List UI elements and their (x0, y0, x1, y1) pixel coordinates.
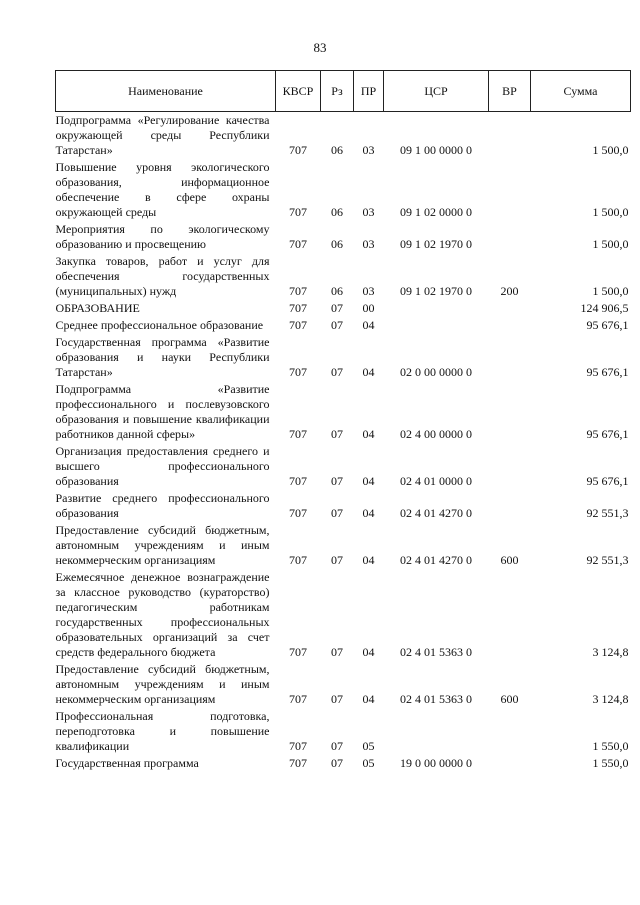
cell-rz: 06 (331, 143, 343, 157)
cell-vr (489, 334, 531, 381)
cell-sum: 92 551,3 (586, 506, 629, 520)
cell-vr (489, 112, 531, 160)
table-body (56, 112, 631, 773)
cell-csr: 02 0 00 0000 0 (400, 365, 472, 379)
table-row (56, 159, 631, 221)
cell-vr (489, 159, 531, 221)
cell-csr (384, 708, 489, 755)
table-row (56, 112, 631, 160)
cell-pr: 04 (362, 553, 375, 567)
cell-rz: 07 (331, 739, 343, 753)
cell-name: Развитие среднего профессионального образования (55, 491, 270, 520)
cell-kvsr: 707 (289, 143, 307, 157)
cell-sum: 1 500,0 (592, 143, 629, 157)
cell-kvsr: 707 (289, 553, 307, 567)
table-row (56, 443, 631, 490)
cell-sum: 1 500,0 (592, 284, 629, 298)
cell-pr: 04 (362, 427, 375, 441)
cell-kvsr: 707 (289, 301, 307, 315)
cell-csr: 02 4 01 0000 0 (400, 474, 472, 488)
cell-pr: 04 (362, 506, 375, 520)
cell-rz: 06 (331, 205, 343, 219)
cell-vr (489, 569, 531, 661)
table-row (56, 522, 631, 569)
cell-name: Профессиональная подготовка, переподготовка и повышение квалификации (55, 709, 270, 753)
cell-vr (489, 317, 531, 334)
cell-vr: 600 (500, 553, 519, 567)
cell-sum: 3 124,8 (592, 645, 629, 659)
header-vr: ВР (489, 71, 531, 112)
cell-vr (489, 490, 531, 522)
cell-kvsr: 707 (289, 205, 307, 219)
cell-pr: 00 (362, 301, 375, 315)
cell-kvsr: 707 (289, 237, 307, 251)
cell-sum: 124 906,5 (580, 301, 629, 315)
cell-pr: 04 (362, 318, 375, 332)
cell-name: Организация предоставления среднего и высшего профессионального образования (55, 444, 270, 488)
cell-csr: 02 4 01 5363 0 (400, 645, 472, 659)
budget-table (55, 70, 631, 772)
cell-rz: 06 (331, 284, 343, 298)
cell-sum: 1 550,0 (592, 756, 629, 770)
cell-rz: 07 (331, 645, 343, 659)
cell-kvsr: 707 (289, 318, 307, 332)
cell-sum: 95 676,1 (586, 365, 629, 379)
header-rz: Рз (321, 71, 354, 112)
cell-rz: 07 (331, 318, 343, 332)
cell-rz: 07 (331, 427, 343, 441)
cell-vr (489, 755, 531, 772)
cell-pr: 04 (362, 474, 375, 488)
cell-kvsr: 707 (289, 692, 307, 706)
cell-rz: 07 (331, 692, 343, 706)
cell-csr: 09 1 02 1970 0 (400, 284, 472, 298)
table-row (56, 708, 631, 755)
cell-pr: 03 (362, 205, 375, 219)
cell-vr: 200 (500, 284, 519, 298)
cell-name: Подпрограмма «Развитие профессионального и послевузовского образования и повышение квалификации работников данной сферы» (55, 382, 270, 441)
cell-csr: 02 4 01 5363 0 (400, 692, 472, 706)
table-row (56, 755, 631, 772)
cell-vr (489, 381, 531, 443)
cell-kvsr: 707 (289, 427, 307, 441)
cell-name: Государственная программа «Развитие образования и науки Республики Татарстан» (55, 335, 270, 379)
cell-vr (489, 300, 531, 317)
cell-rz: 07 (331, 474, 343, 488)
cell-rz: 06 (331, 237, 343, 251)
cell-name: Повышение уровня экологического образования, информационное обеспечение в сфере охраны окружающей среды (55, 160, 270, 219)
header-csr: ЦСР (384, 71, 489, 112)
cell-kvsr: 707 (289, 506, 307, 520)
cell-csr: 09 1 02 0000 0 (400, 205, 472, 219)
cell-csr: 09 1 00 0000 0 (400, 143, 472, 157)
cell-kvsr: 707 (289, 756, 307, 770)
cell-pr: 04 (362, 365, 375, 379)
table-row (56, 490, 631, 522)
table-row (56, 317, 631, 334)
cell-kvsr: 707 (289, 645, 307, 659)
cell-vr (489, 443, 531, 490)
header-sum: Сумма (531, 71, 631, 112)
cell-vr (489, 708, 531, 755)
cell-csr: 09 1 02 1970 0 (400, 237, 472, 251)
cell-sum: 1 500,0 (592, 237, 629, 251)
cell-name: Подпрограмма «Регулирование качества окружающей среды Республики Татарстан» (55, 113, 270, 157)
cell-kvsr: 707 (289, 284, 307, 298)
cell-rz: 07 (331, 365, 343, 379)
table-row (56, 300, 631, 317)
cell-csr: 02 4 00 0000 0 (400, 427, 472, 441)
table-header-row (56, 71, 631, 112)
header-kvsr: КВСР (276, 71, 321, 112)
table-row (56, 381, 631, 443)
cell-name: Предоставление субсидий бюджетным, автономным учреждениям и иным некоммерческим организациям (55, 662, 270, 706)
cell-csr (384, 300, 489, 317)
cell-pr: 05 (362, 739, 375, 753)
cell-sum: 3 124,8 (592, 692, 629, 706)
cell-sum: 92 551,3 (586, 553, 629, 567)
cell-name: Мероприятия по экологическому образованию и просвещению (55, 222, 270, 251)
cell-pr: 03 (362, 143, 375, 157)
cell-name: Закупка товаров, работ и услуг для обеспечения государственных (муниципальных) нужд (55, 254, 270, 298)
cell-sum: 1 500,0 (592, 205, 629, 219)
cell-name: Предоставление субсидий бюджетным, автономным учреждениям и иным некоммерческим организациям (55, 523, 270, 567)
header-pr: ПР (354, 71, 384, 112)
cell-pr: 03 (362, 237, 375, 251)
cell-name: Ежемесячное денежное вознаграждение за классное руководство (кураторство) педагогическим работникам государственных профессиональных образовательных организаций за счет средств федерального бюджета (55, 570, 270, 659)
cell-pr: 03 (362, 284, 375, 298)
cell-sum: 95 676,1 (586, 318, 629, 332)
cell-pr: 04 (362, 645, 375, 659)
cell-csr: 02 4 01 4270 0 (400, 553, 472, 567)
cell-name: Среднее профессиональное образование (55, 318, 264, 332)
cell-kvsr: 707 (289, 474, 307, 488)
cell-rz: 07 (331, 506, 343, 520)
table-row (56, 569, 631, 661)
cell-vr (489, 221, 531, 253)
cell-sum: 95 676,1 (586, 427, 629, 441)
cell-csr: 19 0 00 0000 0 (400, 756, 472, 770)
header-name: Наименование (56, 71, 276, 112)
cell-kvsr: 707 (289, 365, 307, 379)
cell-name: ОБРАЗОВАНИЕ (55, 301, 140, 315)
cell-pr: 05 (362, 756, 375, 770)
page-number: 83 (313, 40, 327, 55)
cell-rz: 07 (331, 301, 343, 315)
cell-vr: 600 (500, 692, 519, 706)
cell-rz: 07 (331, 756, 343, 770)
cell-pr: 04 (362, 692, 375, 706)
cell-csr (384, 317, 489, 334)
cell-sum: 1 550,0 (592, 739, 629, 753)
cell-name: Государственная программа (55, 756, 199, 770)
cell-sum: 95 676,1 (586, 474, 629, 488)
cell-kvsr: 707 (289, 739, 307, 753)
table-row (56, 661, 631, 708)
table-row (56, 334, 631, 381)
cell-csr: 02 4 01 4270 0 (400, 506, 472, 520)
table-row (56, 253, 631, 300)
cell-rz: 07 (331, 553, 343, 567)
table-row (56, 221, 631, 253)
